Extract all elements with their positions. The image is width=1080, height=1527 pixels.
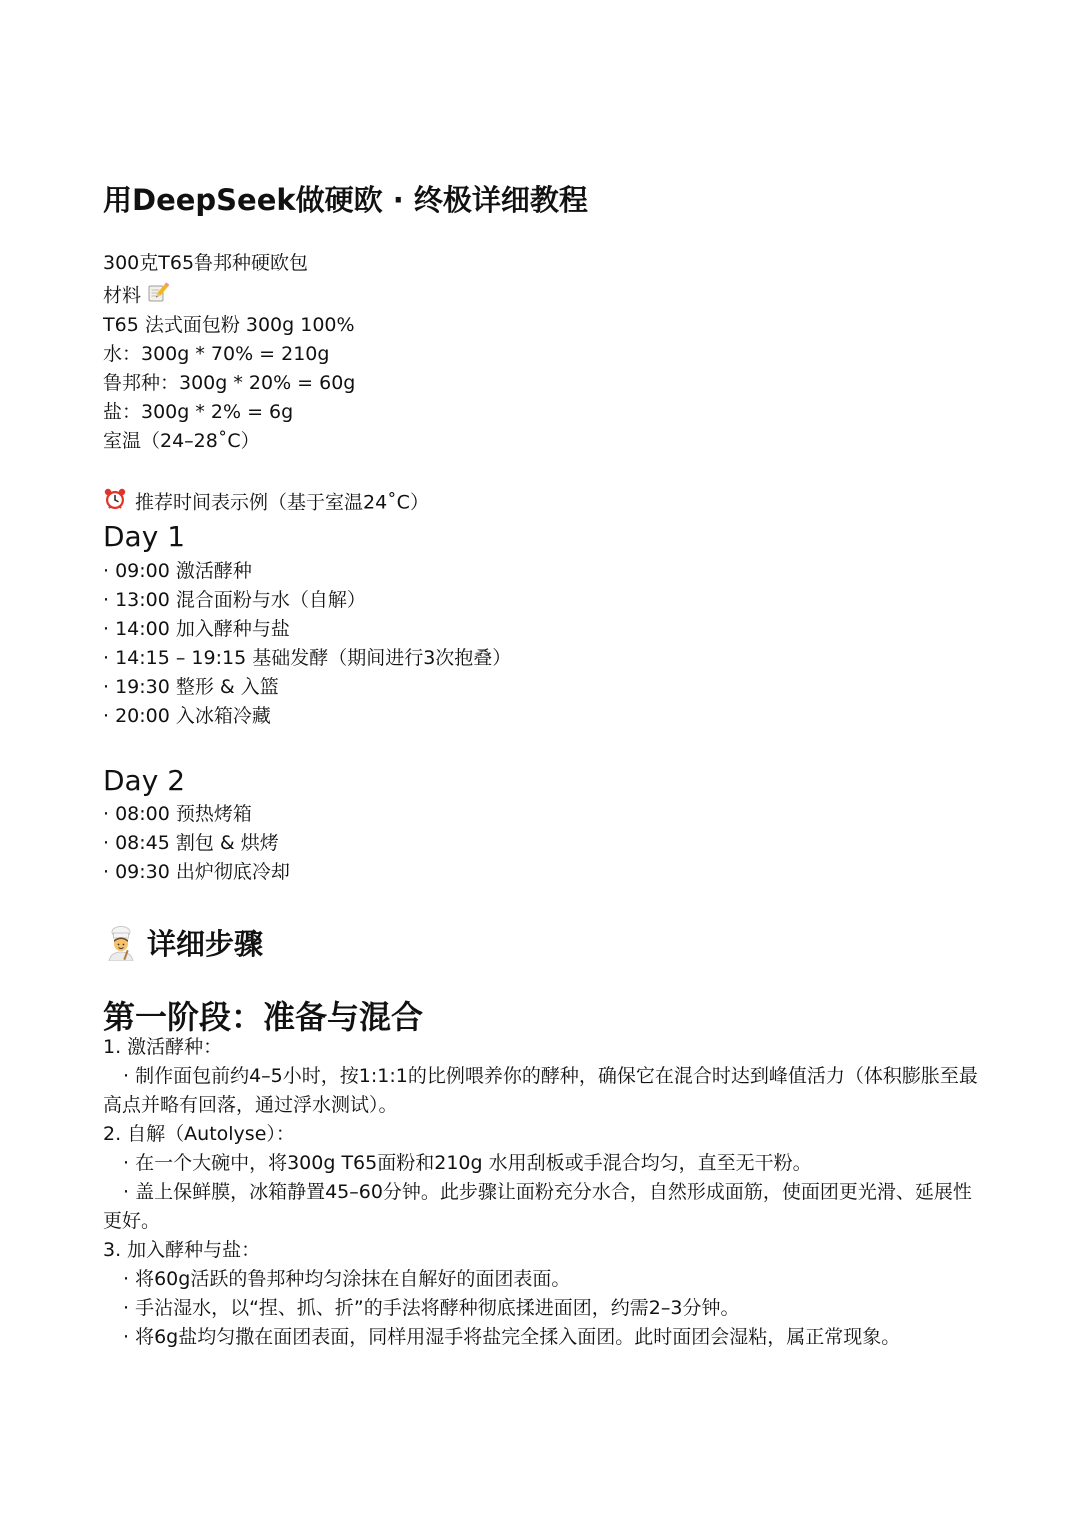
alarm-clock-icon xyxy=(103,487,127,519)
material-item: T65 法式面包粉 300g 100% xyxy=(103,314,355,336)
material-item: 室温（24–28˚C） xyxy=(103,430,260,452)
materials-label: 材料 xyxy=(103,284,142,307)
page-title: 用DeepSeek做硬欧 · 终极详细教程 xyxy=(103,183,588,217)
material-item: 盐：300g * 2% = 6g xyxy=(103,401,294,423)
step-title: 3. 加入酵种与盐： xyxy=(103,1239,261,1261)
materials-heading xyxy=(103,281,169,311)
step-detail: · 将60g活跃的鲁邦种均匀涂抹在自解好的面团表面。 xyxy=(123,1268,571,1290)
list-item: · 14:00 加入酵种与盐 xyxy=(103,618,290,640)
memo-pencil-icon xyxy=(147,281,169,311)
stage1-content xyxy=(103,1033,983,1352)
list-item: · 08:45 割包 & 烘烤 xyxy=(103,832,279,854)
day1-heading: Day 1 xyxy=(103,520,186,553)
schedule-heading xyxy=(103,487,429,519)
step-detail: · 盖上保鲜膜，冰箱静置45–60分钟。此步骤让面粉充分水合，自然形成面筋，使面团更光滑、延展性更好。 xyxy=(103,1181,972,1232)
list-item: · 20:00 入冰箱冷藏 xyxy=(103,705,271,727)
list-item: · 09:00 激活酵种 xyxy=(103,560,252,582)
cook-icon xyxy=(103,925,139,968)
step-title: 2. 自解（Autolyse）： xyxy=(103,1123,295,1145)
step-detail: · 在一个大碗中，将300g T65面粉和210g 水用刮板或手混合均匀，直至无干粉。 xyxy=(123,1152,812,1174)
material-item: 鲁邦种：300g * 20% = 60g xyxy=(103,372,356,394)
materials-list xyxy=(103,311,983,456)
list-item: · 19:30 整形 & 入篮 xyxy=(103,676,279,698)
subtitle: 300克T65鲁邦种硬欧包 xyxy=(103,252,309,274)
day1-list xyxy=(103,557,983,731)
schedule-label: 推荐时间表示例（基于室温24˚C） xyxy=(135,491,429,514)
steps-heading xyxy=(103,922,263,968)
stage1-heading: 第一阶段：准备与混合 xyxy=(103,998,424,1036)
day2-list xyxy=(103,800,983,887)
step-detail: · 制作面包前约4–5小时，按1:1:1的比例喂养你的酵种，确保它在混合时达到峰值活力（体积膨胀至最高点并略有回落，通过浮水测试）。 xyxy=(103,1065,978,1116)
list-item: · 14:15 – 19:15 基础发酵（期间进行3次抱叠） xyxy=(103,647,512,669)
list-item: · 13:00 混合面粉与水（自解） xyxy=(103,589,366,611)
material-item: 水：300g * 70% = 210g xyxy=(103,343,330,365)
steps-label: 详细步骤 xyxy=(147,927,264,961)
step-title: 1. 激活酵种： xyxy=(103,1036,223,1058)
step-detail: · 将6g盐均匀撒在面团表面，同样用湿手将盐完全揉入面团。此时面团会湿粘，属正常现象。 xyxy=(123,1326,901,1348)
step-detail: · 手沾湿水，以“捏、抓、折”的手法将酵种彻底揉进面团，约需2–3分钟。 xyxy=(123,1297,740,1319)
list-item: · 08:00 预热烤箱 xyxy=(103,803,252,825)
list-item: · 09:30 出炉彻底冷却 xyxy=(103,861,290,883)
day2-heading: Day 2 xyxy=(103,764,186,797)
